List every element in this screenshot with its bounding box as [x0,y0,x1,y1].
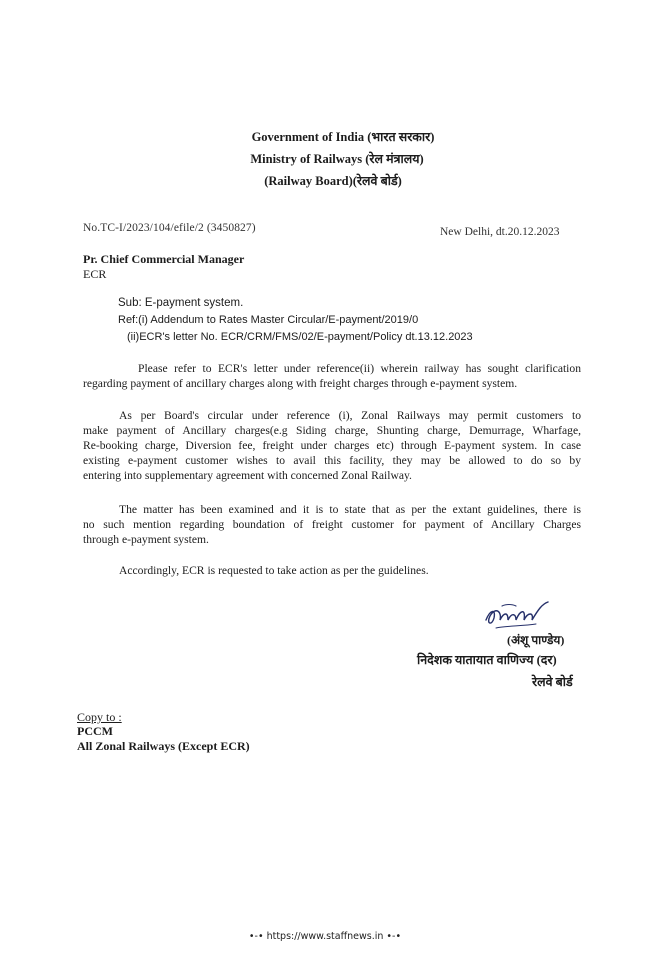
paragraph-line: existing e-payment customer wishes to avail this facility, they may be allowed to do so by [83,454,581,467]
paragraph-one [83,361,581,391]
copy-to-heading: Copy to : [77,710,122,724]
paragraph-line: no such mention regarding boundation of freight customer for payment of Ancillary Charges [83,518,581,531]
paragraph-line: Please refer to ECR's letter under reference(ii) wherein railway has sought clarification [138,362,581,375]
subject-line: Sub: E-payment system. [118,297,244,309]
signatory-designation: निदेशक यातायात वाणिज्य (दर) [417,653,557,667]
paragraph-four [83,563,581,578]
paragraph-line: Re-booking charge, Diversion fee, freight under charges etc) through E-payment system. In case [83,439,581,452]
paragraph-line: make payment of Ancillary charges(e.g Siding charge, Shunting charge, Demurrage, Wharfage, [83,424,581,437]
handwritten-signature [482,598,552,634]
header-railway-board: (Railway Board)(रेलवे बोर्ड) [264,174,402,188]
footer-url[interactable]: •-• https://www.staffnews.in •-• [248,931,402,942]
paragraph-three [83,502,581,547]
paragraph-line: Accordingly, ECR is requested to take action as per the guidelines. [119,564,429,577]
paragraph-line: entering into supplementary agreement with concerned Zonal Railway. [83,469,412,482]
paragraph-line: As per Board's circular under reference (i), Zonal Railways may permit customers to [119,409,581,422]
signatory-name: (अंशू पाण्डेय) [507,633,565,647]
addressee-org: ECR [83,267,107,281]
header-government: Government of India (भारत सरकार) [251,130,435,144]
letter-date: New Delhi, dt.20.12.2023 [440,226,560,238]
reference-two: (ii)ECR's letter No. ECR/CRM/FMS/02/E-payment/Policy dt.13.12.2023 [127,331,473,343]
reference-one: Ref:(i) Addendum to Rates Master Circular/E-payment/2019/0 [118,314,419,326]
paragraph-line: through e-payment system. [83,533,209,546]
copy-to-item: All Zonal Railways (Except ECR) [77,739,250,753]
paragraph-line: The matter has been examined and it is to state that as per the extant guidelines, there is [119,503,581,516]
reference-number: No.TC-I/2023/104/efile/2 (3450827) [83,222,256,234]
copy-to-item: PCCM [77,724,113,738]
paragraph-two [83,408,581,483]
paragraph-line: regarding payment of ancillary charges along with freight charges through e-payment system. [83,377,518,390]
signatory-office: रेलवे बोर्ड [532,675,573,689]
header-ministry: Ministry of Railways (रेल मंत्रालय) [250,152,424,166]
addressee-title: Pr. Chief Commercial Manager [83,252,245,266]
